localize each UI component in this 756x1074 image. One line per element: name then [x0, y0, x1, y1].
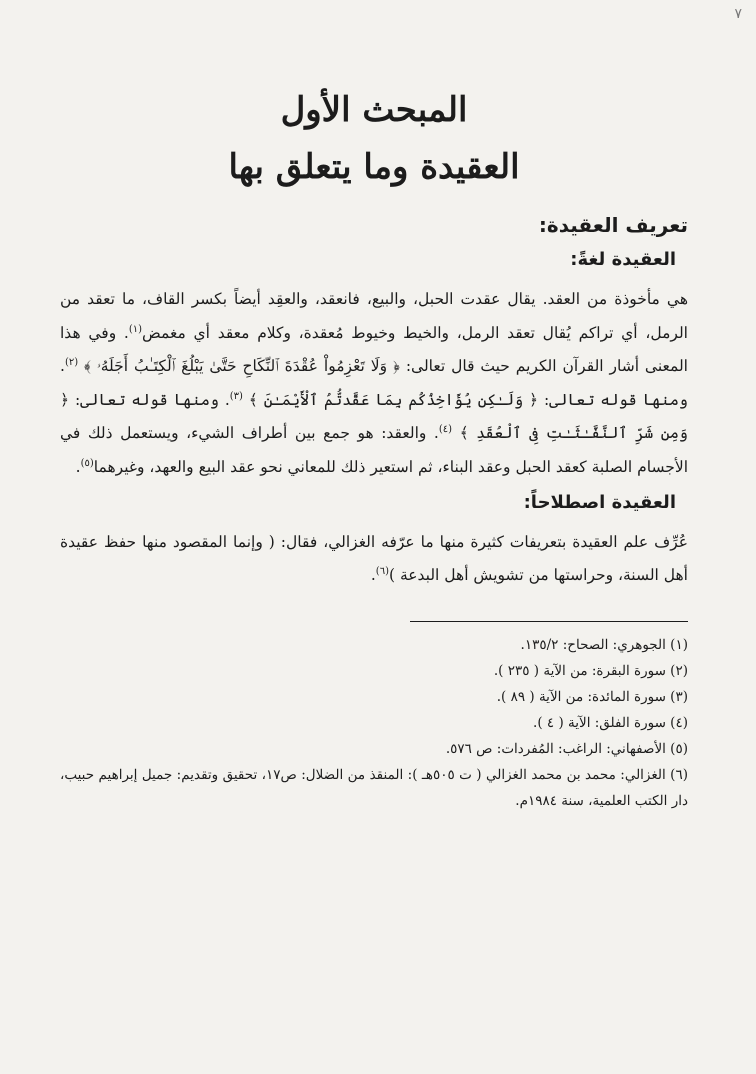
footnote-ref-4: (٤)	[438, 424, 453, 436]
linguistic-paragraph	[60, 284, 688, 483]
section-label: المبحث الأول	[280, 90, 468, 130]
footnote-2: (٢) سورة البقرة: من الآية ( ٢٣٥ ).	[493, 662, 688, 679]
footnotes-list	[60, 632, 688, 814]
page-corner-mark: ٧	[734, 6, 742, 22]
footnote-4: (٤) سورة الفلق: الآية ( ٤ ).	[533, 714, 688, 731]
linguistic-text-6: .	[75, 458, 81, 477]
footnote-ref-2: (٢)	[64, 357, 79, 369]
technical-paragraph	[60, 527, 688, 591]
footnote-3: (٣) سورة المائدة: من الآية ( ٨٩ ).	[496, 688, 688, 705]
technical-text-1: عُرِّف علم العقيدة بتعريفات كثيرة منها ما عرّفه الغزالي، فقال: ( وإنما المقصود منها حفظ عقيدة أهل السنة، وحراستها من تشويش أهل البدعة )	[60, 532, 688, 585]
footnote-1: (١) الجوهري: الصحاح: ١٣٥/٢.	[520, 636, 688, 653]
quran-verse-3: ﴿ وَمِن شَرِّ ٱلنَّفَّـٰثَـٰتِ فِى ٱلْعُقَدِ ﴾	[60, 390, 689, 443]
quran-verse-2: ﴿ وَلَـٰكِن يُؤَاخِذُكُم بِمَا عَقَّدتُّمُ ٱلْأَيْمَـٰنَ ﴾	[248, 390, 539, 409]
linguistic-text-1: هي مأخوذة من العقد. يقال عقدت الحبل، والبيع، فانعقد، والعقِد أيضاً بكسر القاف، ما تعقد من الرمل، أي تراكم يُقال تعقد الرمل، والخيط وخيوط مُعقدة، وكلام معقد أي مغمض	[60, 290, 688, 342]
footnote-ref-6: (٦)	[375, 566, 389, 578]
quran-verse-1: ﴿ وَلَا تَعْزِمُواْ عُقْدَةَ ٱلنِّكَاحِ حَتَّىٰ يَبْلُغَ ٱلْكِتَـٰبُ أَجَلَهُۥ ﴾	[84, 357, 400, 376]
technical-heading: العقيدة اصطلاحاً:	[523, 491, 676, 513]
linguistic-text-5: . والعقد: هو جمع بين أطراف الشيء، ويستعمل ذلك في الأجسام الصلبة كعقد الحبل وعقد البناء، ثم استعير ذلك للمعاني نحو عقد البيع والعهد، وغيرهما	[60, 424, 688, 477]
linguistic-text-2: . وفي هذا المعنى أشار القرآن الكريم حيث قال تعالى:	[60, 323, 688, 376]
linguistic-text-4: . ومنها قوله تعالى:	[74, 390, 230, 409]
footnote-ref-1: (١)	[128, 323, 143, 335]
footnote-divider	[410, 621, 688, 622]
linguistic-text-3: . ومنها قوله تعالى:	[60, 357, 688, 409]
footnote-5: (٥) الأصفهاني: الراغب: المُفردات: ص ٥٧٦.	[445, 740, 688, 757]
footnote-6: (٦) الغزالي: محمد بن محمد الغزالي ( ت ٥٠٥هـ ): المنقذ من الضلال: ص١٧، تحقيق وتقديم: جميل إبراهيم حبيب، دار الكتب العلمية، سنة ١٩٨٤م.	[60, 766, 688, 809]
footnote-ref-5: (٥)	[80, 458, 94, 470]
footnote-ref-3: (٣)	[229, 390, 243, 402]
page-title: العقيدة وما يتعلق بها	[228, 147, 520, 187]
definition-heading: تعريف العقيدة:	[538, 213, 688, 237]
technical-text-2: .	[370, 566, 376, 585]
linguistic-heading: العقيدة لغةً:	[570, 249, 676, 270]
